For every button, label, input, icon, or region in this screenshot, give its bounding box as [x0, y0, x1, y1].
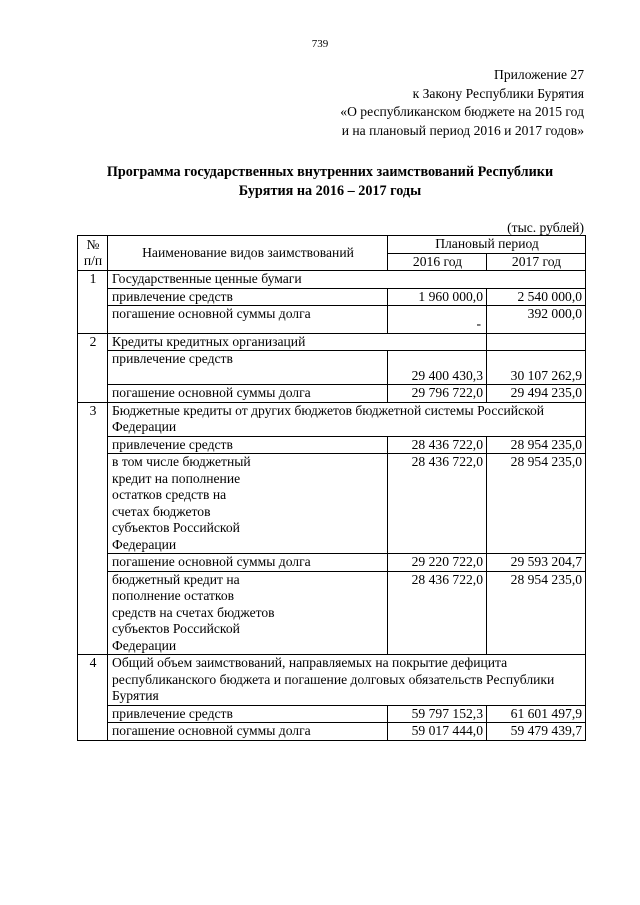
value-2017: 28 954 235,0 — [487, 436, 586, 454]
value-2017: 29 593 204,7 — [487, 554, 586, 572]
table-row — [78, 554, 586, 572]
value-2017: 28 954 235,0 — [487, 571, 586, 655]
title-line: Бурятия на 2016 – 2017 годы — [238, 182, 422, 199]
section-title: Кредиты кредитных организаций — [108, 333, 487, 351]
row-label: привлечение средств — [108, 436, 388, 454]
table-row — [78, 306, 586, 334]
row-label: погашение основной суммы долга — [108, 306, 388, 334]
appendix-line: и на плановый период 2016 и 2017 годов» — [341, 122, 584, 138]
table-row — [78, 351, 586, 385]
appendix-line: «О республиканском бюджете на 2015 год — [340, 104, 584, 119]
value-2017: 2 540 000,0 — [487, 288, 586, 306]
row-label: погашение основной суммы долга — [108, 554, 388, 572]
section-title: Государственные ценные бумаги — [108, 271, 586, 289]
value-2017: 30 107 262,9 — [487, 351, 586, 385]
row-label: привлечение средств — [108, 351, 388, 385]
row-label: в том числе бюджетный кредит на пополнение остатков средств на счетах бюджетов субъектов Российской Федерации — [108, 454, 388, 554]
table-row — [78, 385, 586, 403]
table-row — [78, 705, 586, 723]
appendix-line: Приложение 27 — [494, 67, 584, 82]
header-num: № п/п — [78, 236, 108, 271]
title-line: Программа государственных внутренних заимствований Республики — [106, 164, 554, 180]
table-row — [78, 571, 586, 655]
value-2016: 29 400 430,3 — [388, 351, 487, 385]
section-title: Бюджетные кредиты от других бюджетов бюджетной системы Российской Федерации — [108, 402, 586, 436]
value-2017: 392 000,0 — [487, 306, 586, 334]
document-title — [60, 163, 600, 200]
value-2017: 29 494 235,0 — [487, 385, 586, 403]
row-number: 4 — [78, 655, 108, 741]
value-2016: 28 436 722,0 — [388, 571, 487, 655]
table-row — [78, 655, 586, 706]
section-title: Общий объем заимствований, направляемых на покрытие дефицита республиканского бюджета и погашение долговых обязательств Республики Бурятия — [108, 655, 586, 706]
row-label: привлечение средств — [108, 288, 388, 306]
row-number: 3 — [78, 402, 108, 655]
value-2016 — [388, 306, 487, 334]
row-label: привлечение средств — [108, 705, 388, 723]
units-label: (тыс. рублей) — [507, 220, 584, 235]
empty-cell — [487, 333, 586, 351]
header-2016: 2016 год — [388, 253, 487, 271]
appendix-block — [340, 66, 584, 140]
table-row — [78, 454, 586, 554]
appendix-line: к Закону Республики Бурятия — [412, 85, 584, 101]
value-2016: 29 796 722,0 — [388, 385, 487, 403]
row-number: 2 — [78, 333, 108, 402]
table-row — [78, 288, 586, 306]
row-label: погашение основной суммы долга — [108, 723, 388, 741]
value-2016: 59 797 152,3 — [388, 705, 487, 723]
value-2016: 59 017 444,0 — [388, 723, 487, 741]
table-row — [78, 723, 586, 741]
table-row — [78, 402, 586, 436]
table-header-row — [78, 236, 586, 254]
page-number: 739 — [311, 38, 329, 50]
table-row — [78, 333, 586, 351]
value-2017: 61 601 497,9 — [487, 705, 586, 723]
value-2016: 1 960 000,0 — [388, 288, 487, 306]
row-label: бюджетный кредит на пополнение остатков средств на счетах бюджетов субъектов Российской Федерации — [108, 571, 388, 655]
header-2017: 2017 год — [487, 253, 586, 271]
header-period: Плановый период — [388, 236, 586, 254]
row-number: 1 — [78, 271, 108, 334]
dash-placeholder: - — [476, 316, 481, 331]
header-name: Наименование видов заимствований — [108, 236, 388, 271]
value-2017: 59 479 439,7 — [487, 723, 586, 741]
value-2016: 28 436 722,0 — [388, 436, 487, 454]
table-row — [78, 436, 586, 454]
value-2016: 28 436 722,0 — [388, 454, 487, 554]
table-row — [78, 271, 586, 289]
borrowings-table — [77, 235, 586, 741]
value-2016: 29 220 722,0 — [388, 554, 487, 572]
row-label: погашение основной суммы долга — [108, 385, 388, 403]
value-2017: 28 954 235,0 — [487, 454, 586, 554]
